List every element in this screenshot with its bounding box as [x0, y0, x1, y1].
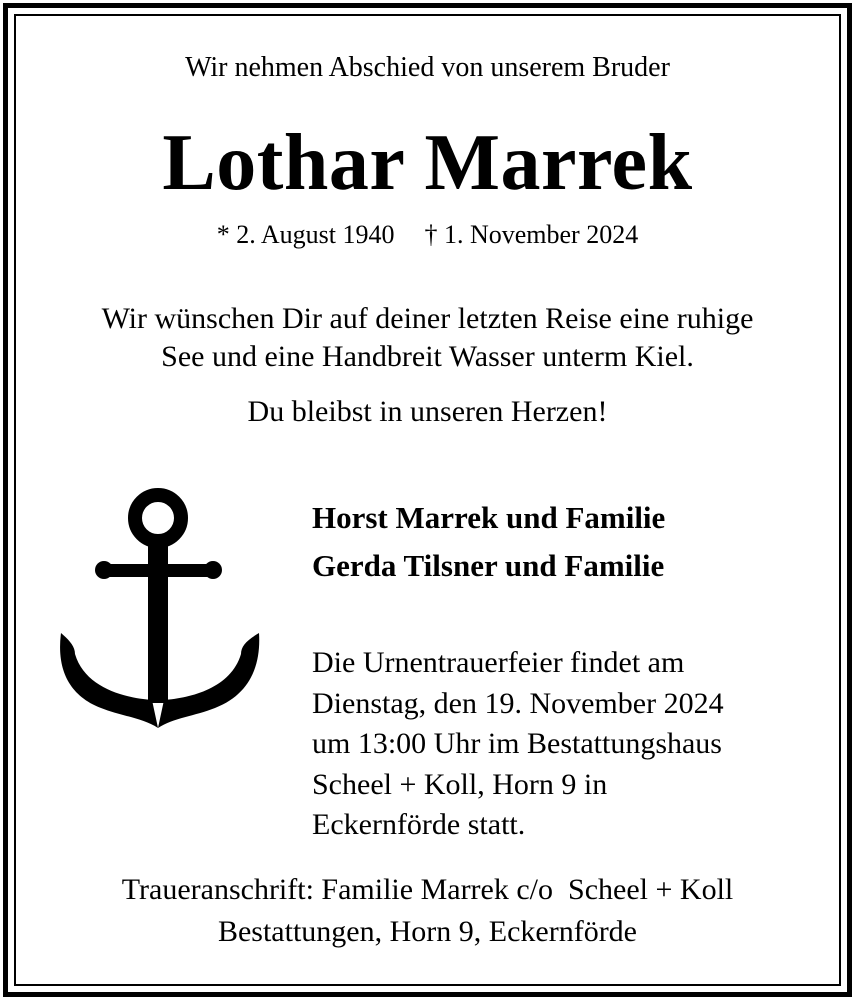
ceremony-line: Eckernförde statt. [312, 808, 526, 841]
anchor-icon [55, 488, 265, 733]
ceremony-line: um 13:00 Uhr im Bestattungshaus [312, 727, 722, 760]
ceremony-line: Scheel + Koll, Horn 9 in [312, 767, 608, 801]
address-line-2: Bestattungen, Horn 9, Eckernförde [217, 915, 638, 948]
mourner-2: Gerda Tilsner und Familie [312, 548, 665, 583]
birth-date: * 2. August 1940 [216, 220, 395, 249]
ceremony-line: Die Urnentrauerfeier findet am [312, 646, 685, 679]
address-line-1: Traueranschrift: Familie Marrek c/o Scheel + Koll [121, 873, 734, 906]
death-date: † 1. November 2024 [424, 220, 639, 249]
verse-line-3: Du bleibst in unseren Herzen! [247, 395, 608, 428]
verse-line-2: See und eine Handbreit Wasser unterm Kiel. [161, 340, 694, 373]
life-dates [0, 220, 855, 250]
deceased-name: Lothar Marrek [162, 119, 693, 207]
mourner-1: Horst Marrek und Familie [312, 500, 666, 535]
verse-line-1: Wir wünschen Dir auf deiner letzten Reise eine ruhige [101, 302, 754, 335]
intro-text: Wir nehmen Abschied von unserem Bruder [185, 52, 670, 83]
ceremony-line: Dienstag, den 19. November 2024 [312, 686, 724, 720]
ceremony-info [312, 643, 724, 846]
